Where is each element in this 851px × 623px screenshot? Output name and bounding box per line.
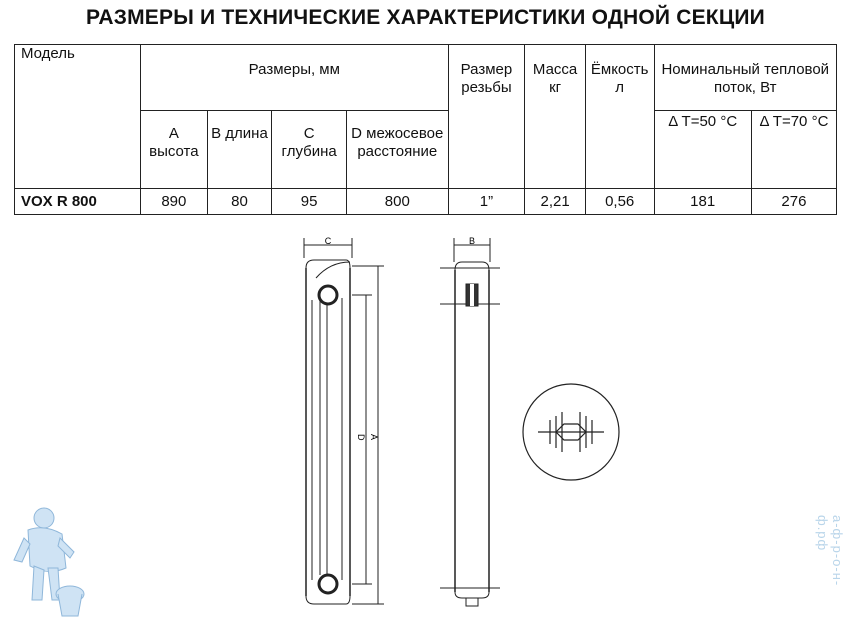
dt70-header: Δ T=70 °C [751, 111, 836, 189]
label-b: B [468, 236, 476, 246]
row-a: 890 [141, 189, 208, 215]
mass-header: Масса кг [525, 45, 585, 189]
capacity-header: Ёмкость л [585, 45, 654, 189]
row-capacity: 0,56 [585, 189, 654, 215]
cross-section-drawing [523, 384, 619, 480]
watermark: а-ф-р-о-н-ф.рф [815, 515, 845, 587]
col-d-header: D межосевое расстояние [347, 111, 448, 189]
label-a: A [369, 434, 379, 441]
col-c-header: C глубина [272, 111, 347, 189]
side-view-drawing [304, 238, 384, 604]
model-header: Модель [15, 45, 141, 189]
front-view-drawing [440, 238, 500, 606]
thread-header: Размер резьбы [448, 45, 525, 189]
row-model: VOX R 800 [15, 189, 141, 215]
spec-table [14, 44, 837, 215]
row-c: 95 [272, 189, 347, 215]
page-title: РАЗМЕРЫ И ТЕХНИЧЕСКИЕ ХАРАКТЕРИСТИКИ ОДНОЙ СЕКЦИИ [86, 6, 765, 29]
col-b-header: B длина [207, 111, 272, 189]
row-flow50: 181 [654, 189, 751, 215]
col-a-header: A высота [141, 111, 208, 189]
row-b: 80 [207, 189, 272, 215]
label-d: D [356, 434, 366, 441]
label-c: C [324, 236, 332, 246]
plumber-mascot-logo [14, 508, 84, 616]
row-d: 800 [347, 189, 448, 215]
dt50-header: Δ T=50 °C [654, 111, 751, 189]
row-flow70: 276 [751, 189, 836, 215]
dims-header: Размеры, мм [141, 45, 448, 111]
flow-header: Номинальный тепловой поток, Вт [654, 45, 837, 111]
row-mass: 2,21 [525, 189, 585, 215]
row-thread: 1” [448, 189, 525, 215]
